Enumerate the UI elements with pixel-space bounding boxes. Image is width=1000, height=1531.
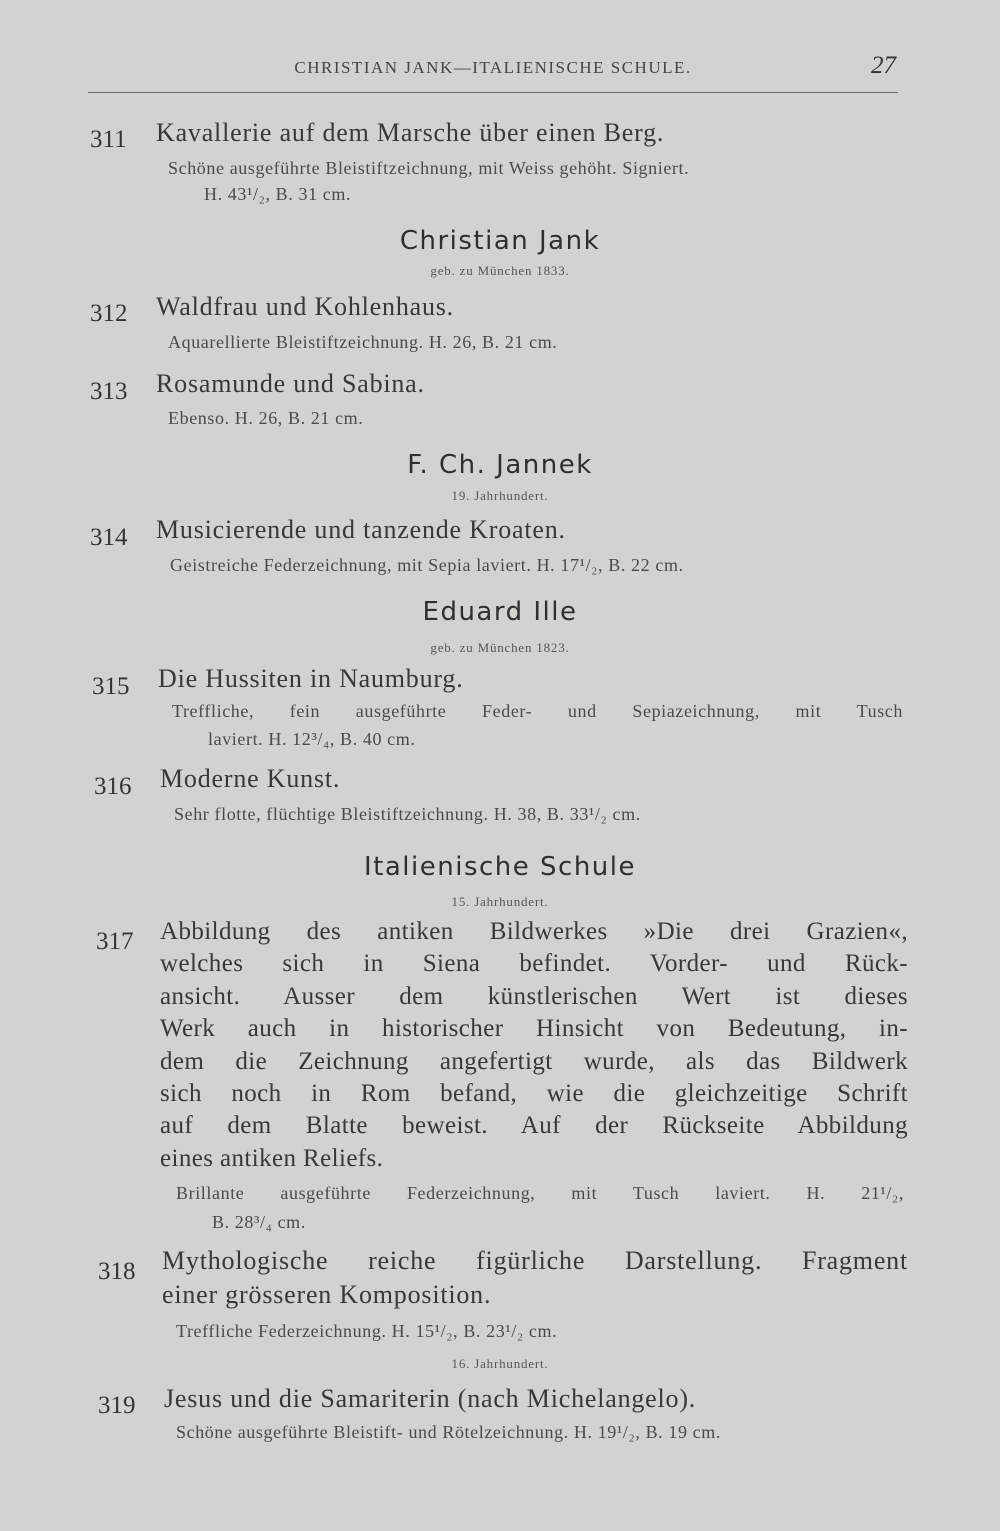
entry-315-title: Die Hussiten in Naumburg.: [158, 664, 464, 693]
entry-316-number: 316: [94, 773, 132, 800]
page-number: 27: [871, 52, 896, 79]
section-heading-italienische-schule: Italienische Schule: [364, 852, 636, 882]
entry-319-title: Jesus und die Samariterin (nach Michelangelo).: [164, 1384, 697, 1413]
entry-317-line: ansicht. Ausser dem künstlerischen Wert ist dieses: [160, 982, 908, 1010]
entry-313-title: Rosamunde und Sabina.: [156, 369, 425, 398]
entry-317-description: Brillante ausgeführte Federzeichnung, mit Tusch laviert. H. 21¹/₂,: [176, 1183, 904, 1203]
entry-315-number: 315: [92, 673, 130, 700]
entry-315-description: Treffliche, fein ausgeführte Feder- und Sepiazeichnung, mit Tusch: [172, 701, 903, 721]
artist-eduard-ille-dates: geb. zu München 1823.: [430, 640, 570, 655]
section-century-16: 16. Jahrhundert.: [451, 1356, 549, 1371]
entry-314-number: 314: [90, 524, 128, 551]
entry-316-title: Moderne Kunst.: [160, 764, 341, 793]
entry-317-line: Abbildung des antiken Bildwerkes »Die drei Grazien«,: [160, 918, 908, 945]
entry-319-description: Schöne ausgeführte Bleistift- und Rötelzeichnung. H. 19¹/₂, B. 19 cm.: [176, 1422, 721, 1442]
entry-313-number: 313: [90, 378, 128, 405]
artist-jannek-dates: 19. Jahrhundert.: [451, 488, 549, 503]
entry-319-number: 319: [98, 1392, 136, 1419]
entry-311-description: Schöne ausgeführte Bleistiftzeichnung, mit Weiss gehöht. Signiert.: [168, 158, 690, 178]
entry-312-description: Aquarellierte Bleistiftzeichnung. H. 26, B. 21 cm.: [168, 332, 558, 352]
entry-318-number: 318: [98, 1258, 136, 1285]
entry-317-line: sich noch in Rom befand, wie die gleichzeitige Schrift: [160, 1079, 908, 1107]
running-title: CHRISTIAN JANK—ITALIENISCHE SCHULE.: [294, 58, 692, 77]
entry-311-dimensions: H. 43¹/₂, B. 31 cm.: [204, 184, 352, 204]
entry-313-description: Ebenso. H. 26, B. 21 cm.: [168, 408, 364, 428]
entry-317-text: [160, 916, 908, 1175]
artist-heading-eduard-ille: Eduard Ille: [422, 597, 578, 627]
entry-317-number: 317: [96, 928, 134, 955]
entry-317-line: auf dem Blatte beweist. Auf der Rückseite Abbildung: [160, 1112, 908, 1140]
entry-314-title: Musicierende und tanzende Kroaten.: [156, 515, 566, 544]
entry-312-number: 312: [90, 300, 128, 327]
section-century-15: 15. Jahrhundert.: [451, 894, 549, 909]
entry-317-dimensions: B. 28³/₄ cm.: [212, 1212, 306, 1232]
entry-316-description: Sehr flotte, flüchtige Bleistiftzeichnung. H. 38, B. 33¹/₂ cm.: [174, 804, 641, 824]
entry-314-description: Geistreiche Federzeichnung, mit Sepia laviert. H. 17¹/₂, B. 22 cm.: [170, 555, 684, 575]
entry-311-number: 311: [90, 126, 127, 153]
running-header: [88, 52, 898, 93]
entry-318-title-continued: einer grösseren Komposition.: [162, 1280, 492, 1309]
entry-315-dimensions: laviert. H. 12³/₄, B. 40 cm.: [208, 729, 416, 749]
entry-317-line: dem die Zeichnung angefertigt wurde, als das Bildwerk: [160, 1047, 908, 1075]
entry-311-title: Kavallerie auf dem Marsche über einen Berg.: [156, 118, 665, 147]
entry-312-title: Waldfrau und Kohlenhaus.: [156, 292, 454, 321]
entry-317-line: welches sich in Siena befindet. Vorder- und Rück-: [160, 950, 908, 978]
artist-christian-jank-dates: geb. zu München 1833.: [430, 263, 570, 278]
artist-heading-jannek: F. Ch. Jannek: [407, 450, 593, 480]
artist-heading-christian-jank: Christian Jank: [399, 226, 601, 256]
entry-317-line: eines antiken Reliefs.: [160, 1144, 384, 1172]
entry-317-line: Werk auch in historischer Hinsicht von Bedeutung, in-: [160, 1015, 908, 1043]
entry-318-title: Mythologische reiche figürliche Darstellung. Fragment: [162, 1246, 908, 1275]
entry-318-description: Treffliche Federzeichnung. H. 15¹/₂, B. 23¹/₂ cm.: [176, 1321, 558, 1341]
